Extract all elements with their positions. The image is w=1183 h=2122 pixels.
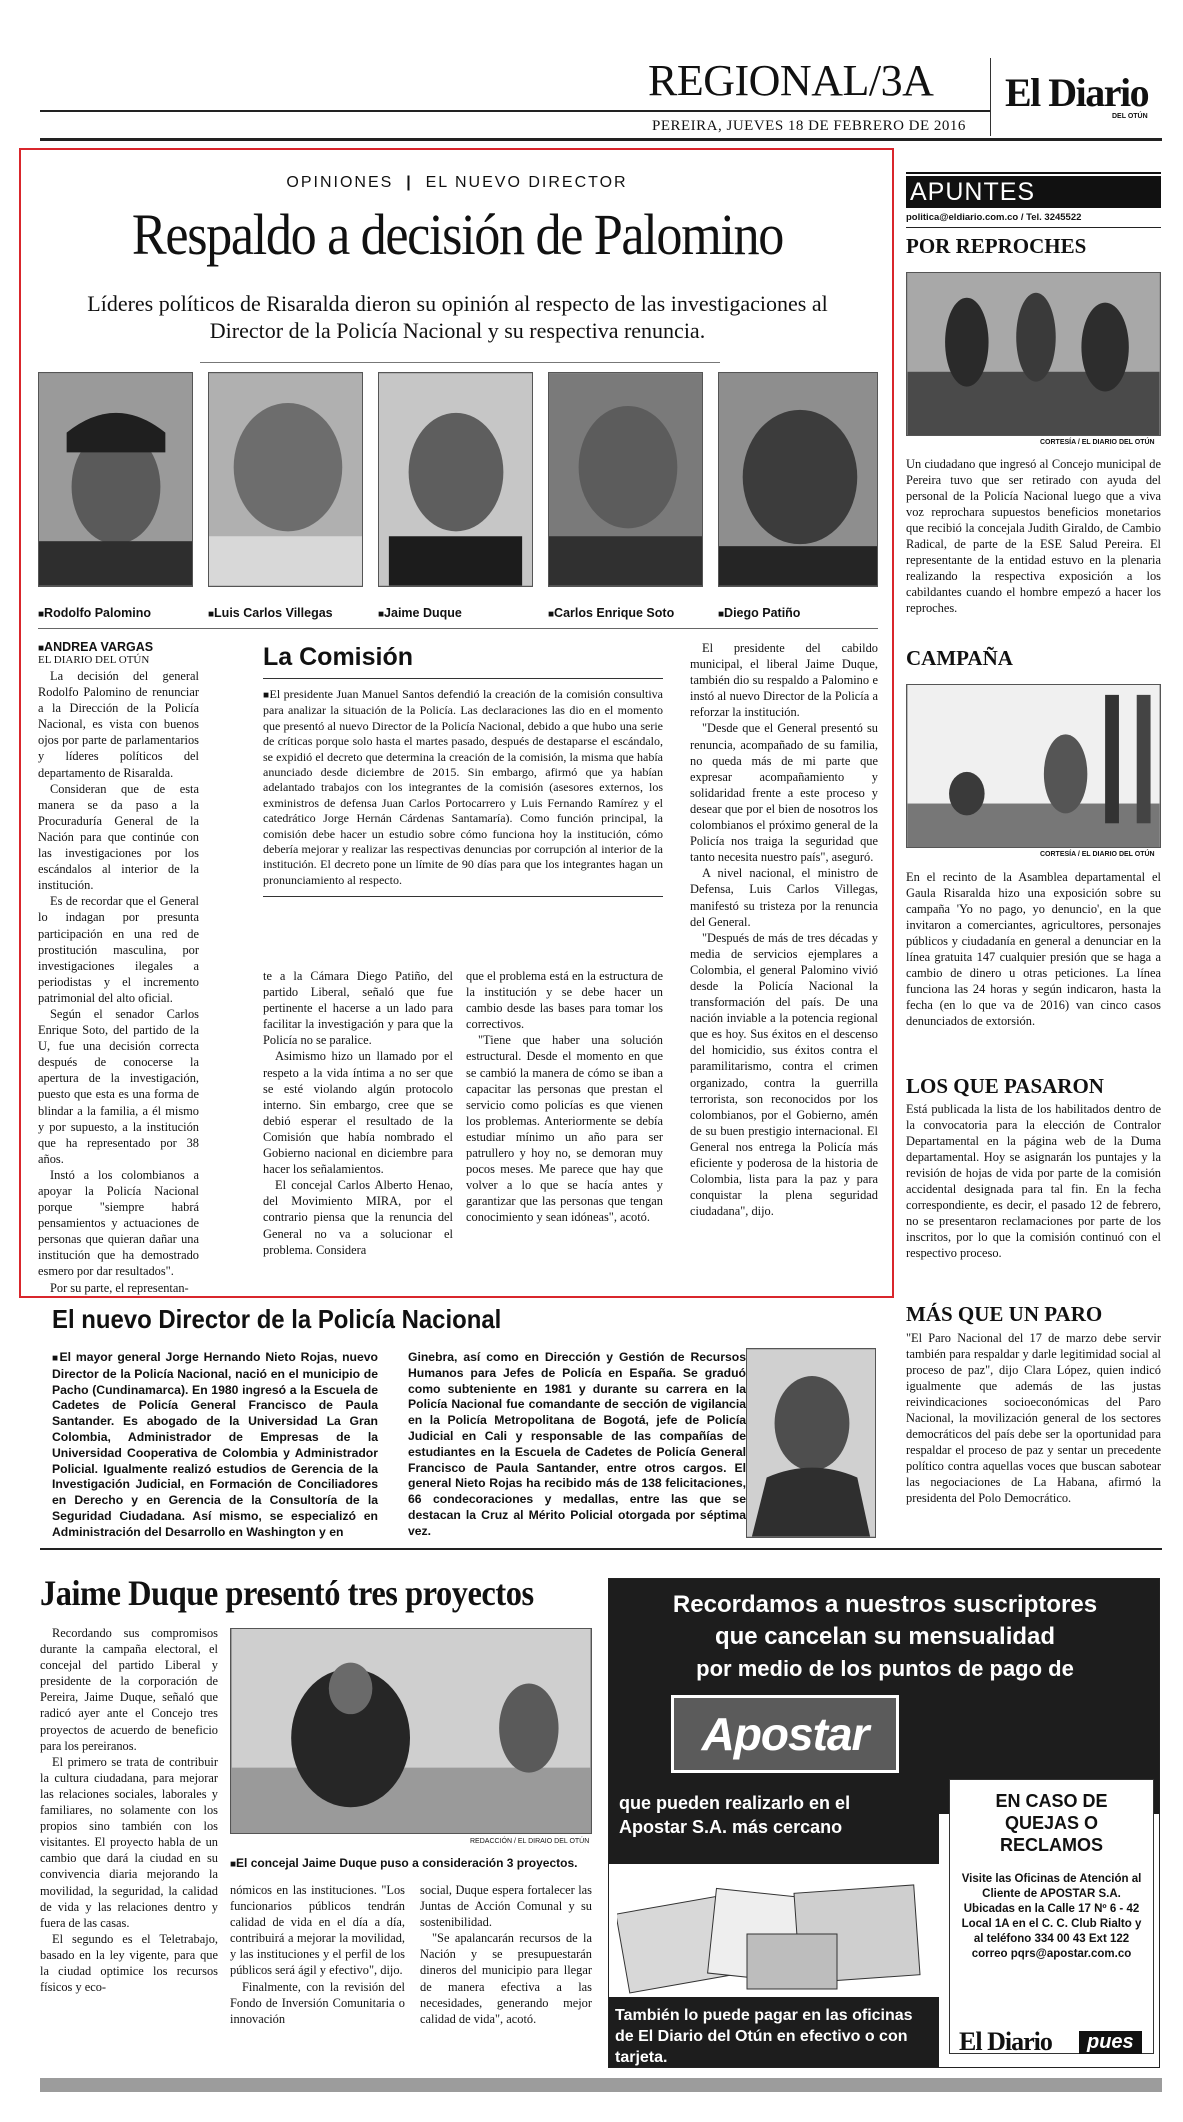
paragraph: nómicos en las instituciones. "Los funcionarios públicos tendrán calidad de vida en el día a día, contribuirá a mejorar la movilidad, y las instituciones y el perfil de los públicos será ágil y efectivo", dijo.	[230, 1883, 405, 1978]
paragraph: El presidente del cabildo municipal, el liberal Jaime Duque, también dio su respaldo a Palomino e instó al nuevo Director de la Policía a reforzar la institución.	[690, 641, 878, 720]
complaints-text: Visite las Oficinas de Atención al Cliente de APOSTAR S.A. Ubicadas en la Calle 17 Nº 6 - 42 Local 1A en el C. C. Club Rialto y al teléfono 334 00 43 Ext 122 correo pqrs@apostar.com.co	[961, 1873, 1142, 1960]
dateline: PEREIRA, JUEVES 18 DE FEBRERO DE 2016	[652, 118, 966, 134]
photo-reproches	[906, 272, 1161, 436]
paragraph: "Desde que el General presentó su renuncia, acompañado de su familia, no queda más de mi parte que expresar acompañamiento y solidaridad frente a este proceso y desear que por el bien de nosotros los colombianos el próximo general de la Policía nos traiga la seguridad que tanto necesita nuestro país", aseguró.	[690, 721, 878, 865]
complaints-box	[949, 1779, 1154, 2054]
newspapers-illustration	[617, 1874, 939, 1994]
campana-title: CAMPAÑA	[906, 646, 1013, 670]
photo-credit: CORTESÍA / EL DIARIO DEL OTÚN	[1040, 439, 1155, 446]
masthead-logo: El Diario	[1005, 70, 1149, 115]
paragraph: Por su parte, el representan-	[50, 1280, 189, 1295]
photo-rodolfo-palomino	[38, 372, 193, 587]
ad-bottom-text: También lo puede pagar en las oficinas de El Diario del Otún en efectivo o con tarjeta.	[615, 2007, 913, 2066]
paragraph: "Después de más de tres décadas y media de servicios ejemplares a Colombia, el general Palomino vivió desde la Policía Nacional la transformación del país. De una nación inviable a la potencia regional que es hoy. Sus éxitos en el descenso del homicidio, sus éxitos contra el paramilitarismo, contra el crimen organizado, contra la guerrilla terrorista, son reconocidos por los colombianos, por el Gobierno, amén de su buen prestigio internacional. El General nos entrega la Policía más eficiente y poderosa de la historia de Colombia, lista para la paz y para conquistar la plena seguridad ciudadana", dijo.	[690, 930, 878, 1219]
photo-campana	[906, 684, 1161, 848]
photo-luis-carlos-villegas	[208, 372, 363, 587]
apuntes-title: APUNTES	[906, 176, 1161, 208]
ad-line-1: Recordamos a nuestros suscriptores	[672, 1591, 1098, 1618]
caption-4: ■ Carlos Enrique Soto	[548, 606, 674, 620]
ad-brand: El Diario	[959, 2027, 1052, 2056]
paragraph: Finalmente, con la revisión del Fondo de Inversión Comunitaria o innovación	[230, 1979, 405, 2026]
campana-text: En el recinto de la Asamblea departamental el Gaula Risaralda hizo una exposición sobre su campaña 'Yo no pago, yo denuncio', en la que invitaron a comerciantes, agricultores, personajes públicos y ciudadanía en general a denunciar en la línea gratuita 147 cualquier presión que se haga a cambio de dinero u otras peticiones. La línea funciona las 24 horas y según indicaron, hasta la fecha (en lo que va de 2016) van cinco casos denunciados de extorsión.	[906, 870, 1161, 1028]
complaints-title: EN CASO DE QUEJAS O RECLAMOS	[995, 1791, 1108, 1855]
paragraph: Según el senador Carlos Enrique Soto, del partido de la U, fue una decisión correcta después de conocerse la apertura de la investigación, puesto que esta es una forma de blindar a la familia, a él mismo y por supuesto, a la institución que ha representado por 38 años.	[38, 1006, 199, 1166]
section-name	[648, 56, 933, 106]
kicker-section: OPINIONES	[286, 174, 394, 191]
comision-box	[263, 642, 663, 897]
pasaron-text: Está publicada la lista de los habilitados dentro de la convocatoria para la elección de Contralor Departamental en la página web de la Duma departamental. Hoy se asignarán los puntajes y la revisión de hojas de vida por parte de la comisión accidental designada para tal fin. En la fecha correspondiente, es decir, el pasado 12 de febrero, no se presentaron reclamaciones por parte de los inscritos, por lo que la comisión continuó con el respectivo proceso.	[906, 1102, 1161, 1260]
reproches-text: Un ciudadano que ingresó al Concejo municipal de Pereira tuvo que ser retirado con ayuda del personal de la Policía Nacional luego que a viva voz reprochara supuestos beneficios monetarios que recibió la concejala Judith Giraldo, de Cambio Radical, de parte de la ESE Salud Pereira. El representante de la entidad estuvo en la plenaria realizando la respectiva exposición a los cabildantes cuando el hombre empezó a hacer los reproches.	[906, 457, 1161, 615]
paragraph: A nivel nacional, el ministro de Defensa, Luis Carlos Villegas, manifestó su tristeza por la renuncia del General.	[690, 866, 878, 929]
byline-org: EL DIARIO DEL OTÚN	[38, 654, 150, 666]
duque-title: Jaime Duque presentó tres proyectos	[40, 1573, 534, 1613]
photo-carlos-enrique-soto	[548, 372, 703, 587]
paragraph: Instó a los colombianos a apoyar la Policía Nacional porque "siempre habrá pensamientos y actuaciones de personas que quieran dañar una institución que ha demostrado esmero por dar resultados".	[38, 1167, 199, 1279]
paro-title: MÁS QUE UN PARO	[906, 1302, 1103, 1326]
article-column-1	[38, 640, 199, 1296]
paragraph: social, Duque espera fortalecer las Juntas de Acción Comunal y su sostenibilidad.	[420, 1883, 592, 1930]
paragraph: que el problema está en la estructura de la institución y se debe hacer un cambio desde las bases para tomar los correctivos.	[466, 969, 663, 1032]
paro-text: "El Paro Nacional del 17 de marzo debe servir también para respaldar y darle legitimidad social al proceso de paz", dijo Clara López, quien indicó igualmente que además de las justas reivindicaciones socioeconómicas del Paro Nacional, la movilización general de los sectores democráticos del país debe ser la oportunidad para respaldar el proceso de paz y sentar un precedente político contra aquellas voces que buscan sabotear las negociaciones de La Habana, afirmó la presidenta del Polo Democrático.	[906, 1331, 1161, 1505]
paragraph: El segundo es el Teletrabajo, basado en la ley vigente, para que la ciudad optimice los recursos físicos y eco-	[40, 1931, 218, 1995]
article-column-2	[263, 968, 453, 1258]
photo-director	[746, 1348, 876, 1538]
ad-brand-2: pues	[1079, 2031, 1142, 2054]
paragraph: Consideran que de esta manera se da paso a la Procuraduría General de la Nación para que continúe con las investigaciones por los escándalos al interior de la institución.	[38, 781, 199, 893]
ad-line-5: Apostar S.A. más cercano	[619, 1817, 843, 1837]
duque-caption: ■ El concejal Jaime Duque puso a consideración 3 proyectos.	[230, 1856, 578, 1870]
pasaron-title: LOS QUE PASARON	[906, 1074, 1104, 1098]
apostar-ad	[608, 1578, 1160, 2068]
article-column-4	[690, 640, 878, 1219]
apostar-logo: Apostar	[671, 1695, 899, 1773]
caption-2: ■ Luis Carlos Villegas	[208, 606, 333, 620]
paragraph: "Tiene que haber una solución estructural. Desde el momento en que se cambió la manera de cómo se iban a capacitar las personas que prestan el servicio como policías es que vienen los problemas. Anteriormente se debía estudiar mínimo un año para ser patrullero y hoy no, se demoran muy pocos meses. Me parece que hay que volver a lo que se hacía antes y garantizar que las personas que tengan conocimiento y sean idóneas", acotó.	[466, 1033, 663, 1225]
apuntes-contact: politica@eldiario.com.co / Tel. 3245522	[906, 212, 1082, 223]
caption-5: ■ Diego Patiño	[718, 606, 800, 620]
ad-line-4: que pueden realizarlo en el	[619, 1793, 851, 1813]
paragraph: El concejal Carlos Alberto Henao, del Movimiento MIRA, por el contrario piensa que la renuncia del General no va a solucionar el problema. Considera	[263, 1178, 453, 1257]
page-number: /3A	[868, 56, 934, 105]
bottom-bar	[40, 2078, 1162, 2092]
paragraph: Asimismo hizo un llamado por el respeto a la vida íntima a no ser que se esté violando algún protocolo interno. Sin embargo, cree que se debió esperar el resultado de la Comisión que había nombrado el Gobierno nacional en diciembre para hacer los señalamientos.	[263, 1049, 453, 1177]
headline: Respaldo a decisión de Palomino	[131, 202, 784, 267]
caption-1: ■ Rodolfo Palomino	[38, 606, 151, 620]
paragraph: te a la Cámara Diego Patiño, del partido Liberal, señaló que fue pertinente el hacerse a un lado para facilitar la investigación y para que la Policía no se paralice.	[263, 969, 453, 1048]
comision-title: La Comisión	[263, 643, 414, 671]
masthead-sub: DEL OTÚN	[1112, 113, 1148, 120]
ad-line-2: que cancelan su mensualidad	[714, 1623, 1056, 1650]
photo-duque	[230, 1628, 592, 1834]
photo-jaime-duque	[378, 372, 533, 587]
duque-column-3	[420, 1882, 592, 2027]
deck: Líderes políticos de Risaralda dieron su opinión al respecto de las investigaciones al Director de la Policía Nacional y su respectiva renuncia.	[87, 291, 828, 343]
director-text-1: ■ El mayor general Jorge Hernando Nieto Rojas, nuevo Director de la Policía Nacional, nació en el municipio de Pacho (Cundinamarca). En 1980 ingresó a la Escuela de Cadetes de Policía General Francisco de Paula Santander. Es abogado de la Universidad La Gran Colombia, Administrador de Empresas de la Universidad Cooperativa de Colombia y Administrador Policial. Igualmente realizó estudios de Gerencia de la Investigación Judicial, en Formación de Conciliadores en Derecho y en Gerencia de la Consultoría de la Seguridad Ciudadana. Así mismo, se especializó en Administración del Desarrollo en Washington y en	[52, 1350, 378, 1541]
paragraph: El primero se trata de contribuir la cultura ciudadana, para mejorar las relaciones sociales, laborales y familiares, no solamente con los propios sino también con los visitantes. El proyecto habla de un cambio que dará la ciudad en su convivencia diaria mejorando la movilidad, la seguridad, la calidad de vida y las relaciones dentro y fuera de las casas.	[40, 1754, 218, 1930]
director-text-2: Ginebra, así como en Dirección y Gestión de Recursos Humanos para Jefes de Policía en España. Se graduó como subteniente en 1981 y durante su carrera en la Policía Nacional fue comandante de sección de vigilancia en la Policía Metropolitana de Bogotá, jefe de Policía Judicial en Cali y responsable de las compañías de estudiantes en la Escuela de Cadetes de Policía General Francisco de Paula Santander, entre otros cargos. El general Nieto Rojas ha recibido más de 138 felicitaciones, 66 condecoraciones y medallas, entre las que se destacan la Cruz al Mérito Policial otorgada por séptima vez.	[408, 1350, 746, 1538]
kicker-topic: EL NUEVO DIRECTOR	[425, 174, 628, 191]
photo-diego-patino	[718, 372, 878, 587]
reproches-title: POR REPROCHES	[906, 234, 1087, 258]
kicker: OPINIONES | EL NUEVO DIRECTOR	[286, 174, 628, 191]
section-label: REGIONAL	[648, 56, 869, 105]
paragraph: La decisión del general Rodolfo Palomino de renunciar a la Dirección de la Policía Nacional, es vista con buenos ojos por parte de parlamentarios y líderes políticos del departamento de Risaralda.	[38, 669, 199, 780]
duque-column-2	[230, 1882, 405, 2027]
paragraph: Es de recordar que el General lo indagan por presunta participación en una red de prostitución masculina, por investigaciones ilegales a periodistas y el incremento patrimonial del alto oficial.	[38, 894, 199, 1005]
director-title: El nuevo Director de la Policía Nacional	[52, 1304, 502, 1334]
article-column-3	[466, 968, 663, 1226]
duque-column-1	[40, 1625, 218, 1995]
comision-text: ■ El presidente Juan Manuel Santos defendió la creación de la comisión consultiva para analizar la situación de la Policía. Las declaraciones las dio en el momento que presentó al nuevo Director de la Policía Nacional, debido a que hubo una serie de críticas porque solo hasta el martes pasado, después de destaparse el escándalo, se expidió el decreto que determina la creación de la comisión, la misma que había anunciado desde diciembre de 2015. Sin embargo, afirmó que ya habían adelantado trabajos con los integrantes de la comisión (asesores externos, los exministros de defensa Juan Carlos Portocarrero y Luis Fernando Ramírez y el catedrático Jorge Hernán Cárdenas Santamaría). Como función principal, la comisión debe hacer un estudio sobre cómo funciona hoy la institución, cómo debería mejorar y realizar las respectivas denuncias por corrupción al interior de la institución. El decreto pone un límite de 90 días para que los integrantes hagan un pronunciamiento al respecto.	[263, 687, 663, 888]
byline: ■ ANDREA VARGAS	[38, 640, 199, 654]
paragraph: "Se apalancarán recursos de la Nación y se presupuestarán dineros del municipio para llegar de manera efectiva a las necesidades, generando mejor calidad de vida", acotó.	[420, 1931, 592, 2026]
photo-credit: REDACCIÓN / EL DIRAIO DEL OTÚN	[470, 1838, 590, 1845]
ad-line-3: por medio de los puntos de pago de	[696, 1656, 1074, 1681]
paragraph: Recordando sus compromisos durante la campaña electoral, el concejal del partido Liberal y presidente de la corporación de Pereira, Jaime Duque, señaló que radicó ayer ante el Concejo tres proyectos de acuerdo de beneficio para los pereiranos.	[40, 1626, 218, 1753]
caption-3: ■ Jaime Duque	[378, 606, 462, 620]
photo-credit: CORTESÍA / EL DIARIO DEL OTÚN	[1040, 851, 1155, 858]
